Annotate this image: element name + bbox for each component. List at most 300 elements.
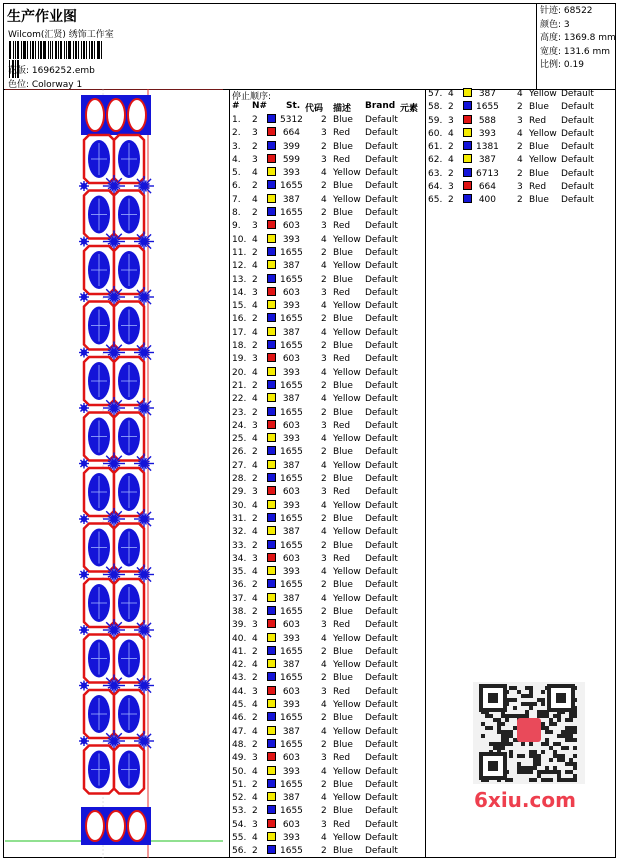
table-row [230, 766, 425, 779]
cell-desc: Blue [529, 168, 549, 179]
cell-brand: Default [365, 234, 398, 245]
cell-brand: Default [365, 593, 398, 604]
cell-no: 39. [232, 620, 247, 631]
top-border-oval [107, 99, 125, 131]
cell-st: 393 [282, 367, 300, 378]
cell-desc: Yellow [333, 500, 361, 511]
cell-brand: Default [365, 354, 398, 365]
table-row [230, 446, 425, 459]
cell-st: 1655 [280, 314, 303, 325]
cell-brand: Default [365, 420, 398, 431]
cell-desc: Yellow [333, 633, 361, 644]
color-swatch [267, 500, 276, 509]
barcode-bar [97, 41, 100, 59]
cell-no: 21. [232, 380, 247, 391]
star-motif [79, 459, 89, 469]
cell-n: 2 [252, 673, 258, 684]
table-row [230, 114, 425, 127]
cell-n: 4 [252, 460, 258, 471]
table-row [230, 513, 425, 526]
cell-brand: Default [365, 274, 398, 285]
cell-n: 2 [252, 247, 258, 258]
cell-desc: Red [333, 553, 351, 564]
cell-st: 1655 [280, 407, 303, 418]
cell-code: 2 [321, 646, 327, 657]
cell-no: 27. [232, 460, 247, 471]
cell-st: 387 [478, 89, 496, 99]
cell-n: 2 [252, 141, 258, 152]
table-row [230, 300, 425, 313]
table-row [230, 819, 425, 832]
cell-code: 3 [321, 128, 327, 139]
cell-no: 47. [232, 726, 247, 737]
cell-desc: Red [333, 487, 351, 498]
cell-brand: Default [365, 460, 398, 471]
cell-brand: Default [365, 726, 398, 737]
cell-brand: Default [365, 261, 398, 272]
barcode-bar [66, 41, 67, 59]
color-swatch [267, 234, 276, 243]
cell-code: 2 [321, 380, 327, 391]
cell-desc: Red [333, 620, 351, 631]
cell-desc: Red [529, 182, 547, 193]
cell-no: 11. [232, 247, 247, 258]
color-swatch [267, 672, 276, 681]
cell-code: 4 [517, 89, 523, 99]
table-row [426, 194, 616, 207]
cell-brand: Default [561, 168, 594, 179]
color-swatch [267, 300, 276, 309]
cell-desc: Yellow [333, 261, 361, 272]
cell-brand: Default [365, 739, 398, 750]
barcode-bar [78, 41, 79, 59]
barcode-bar [64, 41, 65, 59]
cell-desc: Blue [333, 141, 353, 152]
cell-brand: Default [365, 447, 398, 458]
cell-desc: Yellow [333, 527, 361, 538]
cell-st: 387 [478, 155, 496, 166]
cell-st: 5312 [280, 115, 303, 125]
color-swatch [267, 274, 276, 283]
cell-code: 4 [321, 593, 327, 604]
cell-code: 3 [321, 553, 327, 564]
cell-desc: Yellow [333, 327, 361, 338]
cell-brand: Default [365, 553, 398, 564]
cell-desc: Yellow [333, 700, 361, 711]
cell-brand: Default [365, 500, 398, 511]
cell-desc: Blue [333, 806, 353, 817]
cell-st: 603 [282, 819, 300, 830]
cell-desc: Red [333, 128, 351, 139]
cell-desc: Blue [333, 540, 353, 551]
cell-desc: Yellow [333, 194, 361, 205]
cell-st: 387 [282, 793, 300, 804]
cell-no: 50. [232, 766, 247, 777]
cell-brand: Default [561, 128, 594, 139]
cell-code: 4 [321, 500, 327, 511]
barcode-bar [86, 41, 87, 59]
cell-brand: Default [365, 620, 398, 631]
cell-brand: Default [561, 195, 594, 206]
cell-no: 61. [428, 142, 443, 153]
cell-no: 40. [232, 633, 247, 644]
rows-left [230, 114, 425, 859]
cell-code: 3 [321, 221, 327, 232]
embroidery-design [3, 89, 229, 858]
color-swatch [463, 88, 472, 97]
cell-desc: Red [333, 354, 351, 365]
header-brand: Brand [365, 101, 396, 111]
cell-code: 4 [321, 460, 327, 471]
cell-n: 4 [252, 194, 258, 205]
color-swatch [267, 619, 276, 628]
cell-no: 28. [232, 474, 247, 485]
color-swatch [267, 540, 276, 549]
cell-desc: Yellow [529, 89, 557, 99]
color-swatch [267, 659, 276, 668]
cell-no: 59. [428, 115, 443, 126]
color-swatch [267, 739, 276, 748]
company-name: Wilcom(汇贤) 绣饰工作室 [8, 30, 114, 40]
star-motif [79, 736, 89, 746]
table-row [230, 553, 425, 566]
cell-desc: Yellow [333, 367, 361, 378]
bottom-border-oval [107, 811, 125, 841]
cell-n: 4 [252, 261, 258, 272]
cell-code: 3 [321, 354, 327, 365]
cell-desc: Yellow [333, 593, 361, 604]
cell-code: 3 [517, 182, 523, 193]
cell-st: 393 [282, 434, 300, 445]
cell-no: 12. [232, 261, 247, 272]
cell-desc: Red [333, 753, 351, 764]
cell-st: 1655 [280, 606, 303, 617]
cell-brand: Default [365, 327, 398, 338]
barcode-bar [94, 41, 95, 59]
color-swatch [267, 154, 276, 163]
barcode-bar [68, 41, 71, 59]
table-row [230, 540, 425, 553]
cell-code: 3 [321, 620, 327, 631]
barcode-bar [89, 41, 90, 59]
table-row [230, 845, 425, 858]
cell-st: 1381 [476, 142, 499, 153]
cell-code: 2 [517, 195, 523, 206]
cell-n: 2 [448, 142, 454, 153]
cell-brand: Default [365, 713, 398, 724]
color-swatch [267, 593, 276, 602]
cell-desc: Yellow [333, 660, 361, 671]
cell-brand: Default [365, 567, 398, 578]
cell-n: 4 [252, 367, 258, 378]
cell-no: 63. [428, 168, 443, 179]
cell-no: 53. [232, 806, 247, 817]
cell-no: 6. [232, 181, 241, 192]
table-row [426, 154, 616, 167]
color-swatch [267, 526, 276, 535]
cell-no: 36. [232, 580, 247, 591]
color-swatch [267, 313, 276, 322]
color-swatch [267, 513, 276, 522]
table-row [230, 353, 425, 366]
cell-code: 4 [321, 261, 327, 272]
cell-no: 52. [232, 793, 247, 804]
cell-brand: Default [365, 367, 398, 378]
cell-st: 599 [282, 154, 300, 165]
cell-st: 393 [282, 234, 300, 245]
bottom-border-oval [128, 811, 146, 841]
cell-brand: Default [561, 89, 594, 99]
cell-desc: Yellow [333, 567, 361, 578]
cell-st: 1655 [280, 341, 303, 352]
cell-desc: Blue [333, 247, 353, 258]
cell-desc: Yellow [333, 434, 361, 445]
cell-st: 664 [282, 128, 300, 139]
cell-n: 2 [252, 779, 258, 790]
cell-st: 603 [282, 420, 300, 431]
cell-n: 3 [252, 753, 258, 764]
cell-desc: Yellow [333, 301, 361, 312]
table-row [230, 154, 425, 167]
cell-desc: Blue [333, 513, 353, 524]
table-row [426, 101, 616, 114]
cell-code: 3 [321, 287, 327, 298]
table-row [230, 699, 425, 712]
table-row [230, 792, 425, 805]
color-swatch [267, 805, 276, 814]
color-swatch [267, 553, 276, 562]
table-row [426, 88, 616, 101]
table-row [230, 247, 425, 260]
cell-desc: Blue [333, 274, 353, 285]
cell-no: 2. [232, 128, 241, 139]
cell-st: 393 [478, 128, 496, 139]
cell-st: 1655 [280, 806, 303, 817]
table-row [230, 313, 425, 326]
cell-no: 43. [232, 673, 247, 684]
color-swatch [267, 393, 276, 402]
barcode-bar [48, 41, 49, 59]
stop-sequence-title: 停止顺序: [232, 92, 272, 102]
stop-sequence-left [230, 89, 426, 858]
color-swatch [267, 353, 276, 362]
cell-no: 51. [232, 779, 247, 790]
cell-no: 34. [232, 553, 247, 564]
cell-brand: Default [561, 102, 594, 113]
cell-st: 1655 [280, 247, 303, 258]
cell-n: 2 [252, 513, 258, 524]
cell-no: 35. [232, 567, 247, 578]
color-swatch [267, 633, 276, 642]
color-swatch [267, 699, 276, 708]
cell-brand: Default [365, 633, 398, 644]
design-preview [3, 89, 230, 858]
stats-box [536, 3, 616, 89]
cell-st: 603 [282, 620, 300, 631]
cell-brand: Default [561, 182, 594, 193]
cell-n: 2 [448, 195, 454, 206]
cell-code: 4 [321, 633, 327, 644]
cell-st: 1655 [280, 474, 303, 485]
cell-no: 37. [232, 593, 247, 604]
cell-no: 8. [232, 208, 241, 219]
cell-st: 603 [282, 287, 300, 298]
color-swatch [267, 579, 276, 588]
qr-code [473, 682, 585, 784]
color-swatch [267, 380, 276, 389]
cell-st: 387 [282, 460, 300, 471]
cell-no: 46. [232, 713, 247, 724]
cell-desc: Blue [333, 606, 353, 617]
cell-desc: Yellow [529, 155, 557, 166]
cell-st: 588 [478, 115, 496, 126]
color-swatch [267, 260, 276, 269]
table-row [230, 460, 425, 473]
table-row [230, 726, 425, 739]
barcode-bar [52, 41, 53, 59]
color-swatch [267, 407, 276, 416]
cell-brand: Default [365, 314, 398, 325]
cell-st: 603 [282, 686, 300, 697]
cell-desc: Red [333, 154, 351, 165]
cell-code: 3 [321, 819, 327, 830]
cell-code: 2 [321, 580, 327, 591]
cell-n: 2 [252, 447, 258, 458]
cell-st: 664 [478, 182, 496, 193]
cell-st: 387 [282, 261, 300, 272]
color-swatch [463, 141, 472, 150]
colorway-label: 色位: Colorway 1 [8, 80, 83, 90]
table-row [230, 433, 425, 446]
cell-code: 2 [321, 606, 327, 617]
bottom-border-oval [86, 811, 104, 841]
cell-no: 14. [232, 287, 247, 298]
cell-no: 41. [232, 646, 247, 657]
cell-st: 393 [282, 833, 300, 844]
cell-code: 4 [321, 700, 327, 711]
cell-n: 4 [252, 700, 258, 711]
color-swatch [267, 832, 276, 841]
cell-no: 49. [232, 753, 247, 764]
cell-no: 60. [428, 128, 443, 139]
cell-code: 4 [321, 434, 327, 445]
cell-no: 58. [428, 102, 443, 113]
table-row [426, 181, 616, 194]
table-row [230, 633, 425, 646]
barcode-bar [73, 41, 74, 59]
cell-n: 4 [252, 593, 258, 604]
table-row [230, 274, 425, 287]
cell-desc: Red [529, 115, 547, 126]
cell-code: 4 [321, 301, 327, 312]
cell-n: 2 [252, 341, 258, 352]
cell-code: 2 [321, 141, 327, 152]
cell-n: 4 [252, 234, 258, 245]
cell-brand: Default [365, 434, 398, 445]
cell-n: 4 [252, 394, 258, 405]
cell-code: 2 [321, 806, 327, 817]
cell-desc: Blue [333, 181, 353, 192]
color-swatch [267, 819, 276, 828]
cell-code: 2 [321, 779, 327, 790]
cell-code: 2 [321, 540, 327, 551]
cell-n: 3 [252, 686, 258, 697]
cell-no: 17. [232, 327, 247, 338]
cell-no: 1. [232, 115, 241, 125]
cell-n: 3 [252, 128, 258, 139]
color-swatch [267, 194, 276, 203]
color-swatch [267, 247, 276, 256]
cell-code: 4 [321, 660, 327, 671]
cell-code: 2 [321, 115, 327, 125]
header-desc: 描述 [333, 104, 352, 114]
cell-no: 18. [232, 341, 247, 352]
color-swatch [463, 168, 472, 177]
cell-no: 4. [232, 154, 241, 165]
cell-n: 2 [252, 115, 258, 125]
cell-n: 4 [252, 168, 258, 179]
cell-desc: Yellow [529, 128, 557, 139]
cell-code: 2 [321, 208, 327, 219]
cell-brand: Default [365, 407, 398, 418]
color-swatch [267, 433, 276, 442]
cell-st: 603 [282, 221, 300, 232]
table-row [230, 779, 425, 792]
cell-no: 57. [428, 89, 443, 99]
cell-st: 1655 [280, 513, 303, 524]
cell-code: 4 [321, 394, 327, 405]
barcode-bar [40, 41, 42, 59]
table-row [426, 168, 616, 181]
cell-desc: Yellow [333, 168, 361, 179]
cell-desc: Yellow [333, 833, 361, 844]
cell-st: 1655 [280, 779, 303, 790]
cell-desc: Blue [333, 739, 353, 750]
cell-code: 4 [517, 128, 523, 139]
cell-brand: Default [561, 155, 594, 166]
color-swatch [267, 327, 276, 336]
cell-st: 1655 [280, 580, 303, 591]
barcode-bar [30, 41, 31, 59]
color-swatch [463, 101, 472, 110]
cell-code: 2 [517, 168, 523, 179]
cell-n: 4 [252, 527, 258, 538]
cell-brand: Default [365, 247, 398, 258]
cell-n: 4 [252, 660, 258, 671]
cell-n: 2 [252, 181, 258, 192]
cell-st: 1655 [280, 208, 303, 219]
star-motif [79, 570, 89, 580]
cell-no: 15. [232, 301, 247, 312]
cell-code: 4 [321, 327, 327, 338]
table-row [230, 712, 425, 725]
cell-brand: Default [365, 700, 398, 711]
cell-desc: Blue [333, 646, 353, 657]
table-row [230, 234, 425, 247]
cell-n: 2 [252, 540, 258, 551]
cell-n: 4 [252, 633, 258, 644]
barcode-bar [9, 41, 11, 59]
cell-st: 603 [282, 487, 300, 498]
barcode-bar [15, 41, 16, 59]
cell-st: 603 [282, 753, 300, 764]
color-swatch [463, 194, 472, 203]
cell-code: 4 [321, 234, 327, 245]
cell-desc: Blue [333, 115, 353, 125]
cell-code: 2 [321, 407, 327, 418]
color-swatch [267, 752, 276, 761]
cell-st: 393 [282, 567, 300, 578]
